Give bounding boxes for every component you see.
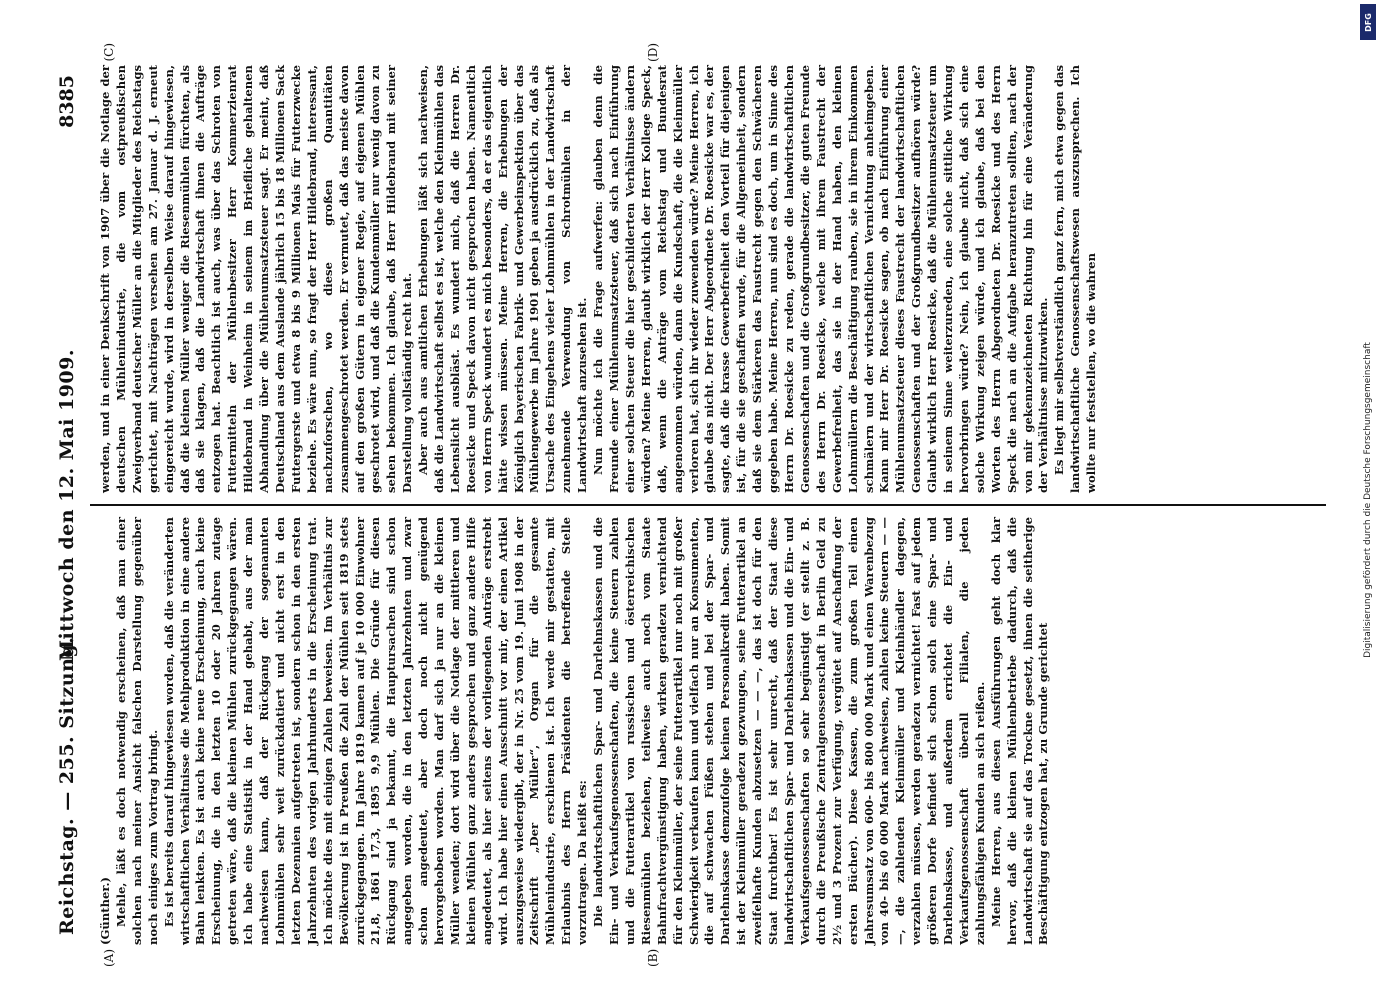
credit-text: Digitalisierung gefördert durch die Deutsche Forschungsgemeinschaft [1363,342,1373,658]
quoted-paragraph: Die landwirtschaftlichen Spar- und Darlehnskassen und die Ein- und Verkaufsgenossenschaften, die keine Steuern zahlen und die Futterartikel von russischen und österreichischen Riesenmühlen beziehen, teilweise auch noch vom Staate Bahnfrachtvergünstigung haben, wirken geradezu vernichtend für den Kleinmüller, der seine Futterartikel nur noch mit großer Schwierigkeit verkaufen kann und vielfach nur an Konsumenten, die auf schwachen Füßen stehen und bei der Spar- und Darlehnskasse demzufolge keinen Personalkredit haben. Somit ist der Kleinmüller geradezu gezwungen, seine Futterartikel an zweifelhafte Kunden abzusetzen — — —, das ist doch für den Staat furchtbar! Es ist sehr unrecht, daß der Staat diese landwirtschaftlichen Spar- und Darlehnskassen und die Ein- und Verkaufsgenossenschaften so sehr begünstigt (er stellt z. B. durch die Preußische Zentralgenossenschaft in Berlin Geld zu 2½ und 3 Prozent zur Verfügung, vergütet auf Anschaffung der ersten Bücher). Diese Kassen, die zum großen Teil einen Jahresumsatz von 600- bis 800 000 Mark und einen Warenbezug von 40- bis 60 000 Mark nachweisen, zahlen keine Steuern — — —, die zahlenden Kleinmüller und Kleinhändler dagegen, verzahlen müssen, werden geradezu vernichtet! Fast auf jedem größeren Dorfe befindet sich schon solch eine Spar- und Darlehnskasse, und außerdem errichtet die Ein- und Verkaufsgenossenschaft überall Filialen, die jeden zahlungsfähigen Kunden an sich reißen. [591,517,987,945]
header-date: Mittwoch den 12. Mai 1909. [56,349,78,661]
paragraph: Es ist bereits darauf hingewiesen worden, daß die veränderten wirtschaftlichen Verhältnisse die Mehlproduktion in eine andere Bahn lenkten. Es ist auch keine neue Erscheinung, auch keine Erscheinung, die in den letzten 10 oder 20 Jahren zutage getreten wäre, daß die kleinen Mühlen zurückgegangen wären. Ich habe eine Statistik in der Hand gehabt, aus der man nachweisen kann, daß der Rückgang der sogenannten Lohnmühlen sehr weit zurückdatiert und nicht erst in den letzten Dezennien aufgetreten ist, sondern schon in den ersten Jahrzehnten des vorigen Jahrhunderts in die Erscheinung trat. Ich möchte dies mit einigen Zahlen beweisen. Im Verhältnis zur Bevölkerung ist in Preußen die Zahl der Mühlen seit 1819 stets zurückgegangen. Im Jahre 1819 kamen auf je 10 000 Einwohner 21,8, 1861 17,3, 1895 9,9 Mühlen. Die Gründe für diesen Rückgang sind ja bekannt, die Hauptursachen sind schon angegeben worden, die in den letzten Jahrzehnten und zwar schon angedeutet, aber doch noch nicht genügend hervorgehoben worden. Man darf sich ja nur an die kleinen Müller wenden; dort wird über die Notlage der mittleren und kleinen Mühlen ganz anders gesprochen und ganz andere Hilfe angedeutet, als hier seitens der vorliegenden Anträge erstrebt wird. Ich habe hier einen Ausschnitt vor mir, der einen Artikel auszugsweise wiedergibt, der in Nr. 25 vom 19. Juni 1908 in der Zeitschrift „Der Müller“, Organ für die gesamte Mühlenindustrie, erschienen ist. Ich werde mir gestatten, mit Erlaubnis des Herrn Präsidenten die betreffende Stelle vorzutragen. Da heißt es: [161,517,590,945]
digitization-credit [1357,0,1379,1000]
paragraph: Aber auch aus amtlichen Erhebungen läßt sich nachweisen, daß die Landwirtschaft selbst es ist, welche den Kleinmühlen das Lebenslicht ausbläst. Es wundert mich, daß die Herren Dr. Roesicke und Speck davon nicht gesprochen haben. Namentlich von Herrn Speck wundert es mich besonders, da er das eigentlich hätte wissen müssen. Meine Herren, die Erhebungen der Königlich bayerischen Fabrik- und Gewerbeinspektion über das Mühlengewerbe im Jahre 1901 geben ja ausdrücklich zu, daß als Ursache des Eingehens vieler Lohnmühlen in der Landwirtschaft zunehmende Verwendung von Schrotmühlen in der Landwirtschaft anzusehen ist. [416,65,590,493]
header-session: Reichstag. — 255. Sitzung. [56,636,78,935]
margin-marker-d: (D) [646,43,660,62]
right-column [98,65,1100,493]
paragraph: werden, und in einer Denkschrift von 1907 über die Notlage der deutschen Mühlenindustrie, die vom ostpreußischen Zweigverband deutscher Müller an die Mitglieder des Reichstags gerichtet, mit Nachträgen versehen am 27. Januar d. J. erneut eingereicht wurde, wird in derselben Weise darauf hingewiesen, daß die kleinen Müller weniger die Riesenmühlen fürchten, als daß sie klagen, daß die Landwirtschaft ihnen die Aufträge entzogen hat. Beachtlich ist auch, was über das Schroten von Futtermitteln der Mühlenbesitzer Herr Kommerzienrat Hildebrand in Weinheim in seinem im Briefliche gehaltenen Abhandlung über die Mühlenumsatzsteuer sagt. Er meint, daß Deutschland aus dem Auslande jährlich 15 bis 18 Millionen Sack Futtergerste und etwa 8 bis 9 Millionen Mais für Futterzwecke beziehe. Es wäre nun, so fragt der Herr Hildebrand, interessant, nachzuforschen, wo diese großen Quantitäten zusammengeschrotet werden. Er vermutet, daß das meiste davon auf den großen Gütern in eigener Regie, auf eigenen Mühlen geschrotet wird, und daß die Kundenmüller nur wenig davon zu sehen bekommen. Ich glaube, daß Herr Hildebrand mit seiner Darstellung vollständig recht hat. [98,65,415,493]
paragraph: Mehle, läßt es doch notwendig erscheinen, daß man einer solchen nach meiner Ansicht falschen Darstellung gegenüber noch einiges zum Vortrag bringt. [113,517,160,945]
page-number: 8385 [56,75,78,128]
paragraph: Meine Herren, aus diesen Ausführungen geht doch klar hervor, daß die kleinen Mühlenbetriebe dadurch, daß die Landwirtschaft sie auf das Trockne gesetzt, ihnen die seitherige Beschäftigung entzogen hat, zu Grunde gerichtet [988,517,1051,945]
left-column [98,517,1052,945]
paragraph: Nun möchte ich die Frage aufwerfen: glauben denn die Freunde einer Mühlenumsatzsteuer, daß sich nach Einführung einer solchen Steuer die hier geschilderten Verhältnisse ändern würden? Meine Herren, glaubt wirklich der Herr Kollege Speck, daß, wenn die Anträge vom Reichstag und Bundesrat angenommen würden, dann die Kundschaft, die die Kleinmüller verloren hat, sich ihr wieder zuwenden würde? Meine Herren, ich glaube das nicht. Der Herr Abgeordnete Dr. Roesicke war es, der sagte, daß die krasse Gewerbefreiheit den Vorteil für diejenigen ist, für die sie geschaffen wurde, für die Allgemeinheit, sondern daß sie dem Stärkeren das Faustrecht gegen den Schwächeren gegeben habe. Meine Herren, nun sind es doch, um in Sinne des Herrn Dr. Roesicke zu reden, gerade die landwirtschaftlichen Genossenschaften und die Großgrundbesitzer, die guten Freunde des Herrn Dr. Roesicke, welche mit ihrem Faustrecht der Gewerbefreiheit, das sie in der Hand haben, den kleinen Lohnmüllern die Beschäftigung rauben, sie in ihrem Einkommen schmälern und der wirtschaftlichen Vernichtung anheimgeben. Kann mir Herr Dr. Roesicke sagen, ob nach Einführung einer Mühlenumsatzsteuer dieses Faustrecht der landwirtschaftlichen Genossenschaften und der Großgrundbesitzer aufhören würde? Glaubt wirklich Herr Roesicke, daß die Mühlenumsatzsteuer um in seinem Sinne weiterzureden, eine solche sittliche Wirkung hervorbringen würde? Nein, ich glaube nicht, daß sich eine solche Wirkung zeigen würde, und ich glaube, daß bei den Worten des Herrn Abgeordneten Dr. Roesicke und des Herrn Speck die nach an die Aufgabe heranzutreten sollten, nach der von mir gekennzeichneten Richtung hin für eine Veränderung der Verhältnisse mitzuwirken. [591,65,1051,493]
newspaper-page [46,35,1336,975]
margin-marker-b: (B) [646,948,660,967]
column-divider [90,504,1326,506]
margin-marker-c: (C) [102,43,116,62]
margin-marker-a: (A) [102,948,116,967]
paragraph: Es liegt mir selbstverständlich ganz fern, mich etwa gegen das landwirtschaftliche Genossenschaftswesen auszusprechen. Ich wollte nur feststellen, wo die wahren [1052,65,1099,493]
speaker-name: (Günther.) [98,877,112,945]
dfg-logo: DFG [1360,4,1376,40]
